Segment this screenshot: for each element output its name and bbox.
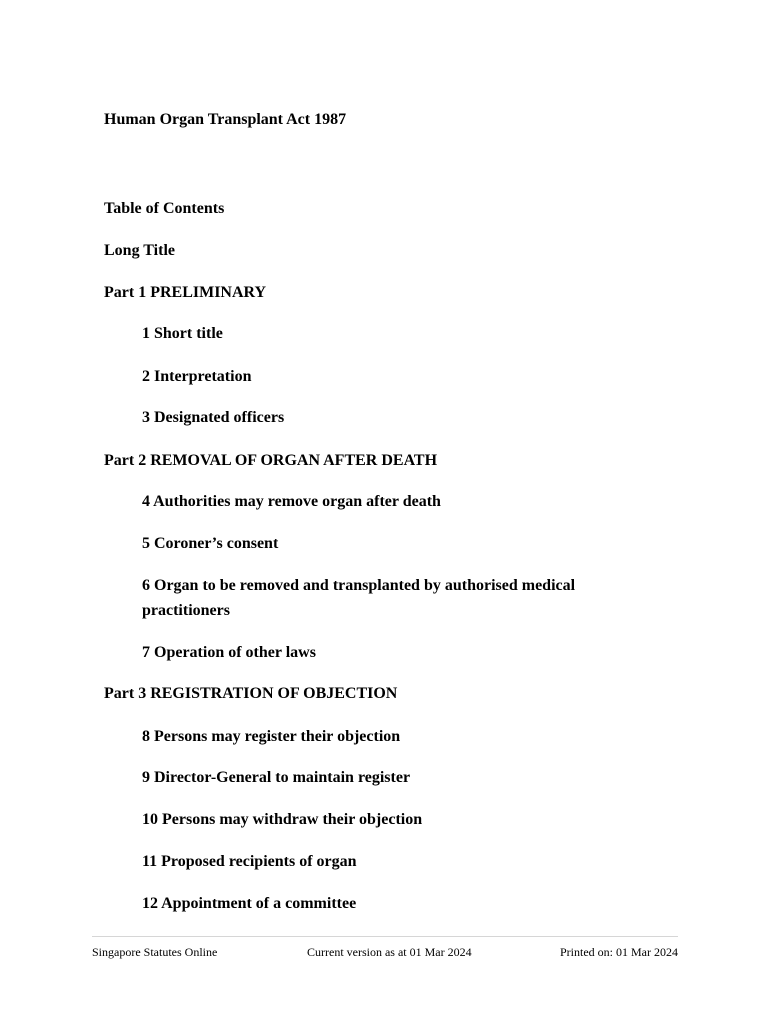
document-title: Human Organ Transplant Act 1987 bbox=[104, 111, 347, 128]
toc-section-10[interactable]: 10 Persons may withdraw their objection bbox=[142, 811, 423, 828]
page-footer bbox=[92, 944, 678, 960]
toc-section-2[interactable]: 2 Interpretation bbox=[142, 368, 252, 385]
footer-printed-date: Printed on: 01 Mar 2024 bbox=[560, 945, 678, 959]
footer-divider bbox=[92, 936, 678, 937]
toc-section-9[interactable]: 9 Director-General to maintain register bbox=[142, 769, 411, 786]
toc-section-5[interactable]: 5 Coroner’s consent bbox=[142, 535, 279, 552]
footer-source: Singapore Statutes Online bbox=[92, 945, 218, 959]
toc-part-2[interactable]: Part 2 REMOVAL OF ORGAN AFTER DEATH bbox=[104, 452, 438, 469]
toc-section-6[interactable]: 6 Organ to be removed and transplanted by authorised medical practitioners bbox=[142, 577, 576, 619]
toc-section-7[interactable]: 7 Operation of other laws bbox=[142, 644, 316, 661]
toc-section-12[interactable]: 12 Appointment of a committee bbox=[142, 895, 357, 912]
toc-long-title[interactable]: Long Title bbox=[104, 242, 175, 259]
toc-part-1[interactable]: Part 1 PRELIMINARY bbox=[104, 284, 267, 301]
toc-part-3[interactable]: Part 3 REGISTRATION OF OBJECTION bbox=[104, 685, 398, 702]
footer-version: Current version as at 01 Mar 2024 bbox=[307, 945, 472, 959]
toc-section-1[interactable]: 1 Short title bbox=[142, 325, 223, 342]
toc-section-8[interactable]: 8 Persons may register their objection bbox=[142, 728, 401, 745]
toc-section-3[interactable]: 3 Designated officers bbox=[142, 409, 285, 426]
toc-section-4[interactable]: 4 Authorities may remove organ after death bbox=[142, 493, 441, 510]
toc-heading[interactable]: Table of Contents bbox=[104, 200, 225, 217]
toc-section-11[interactable]: 11 Proposed recipients of organ bbox=[142, 853, 357, 870]
